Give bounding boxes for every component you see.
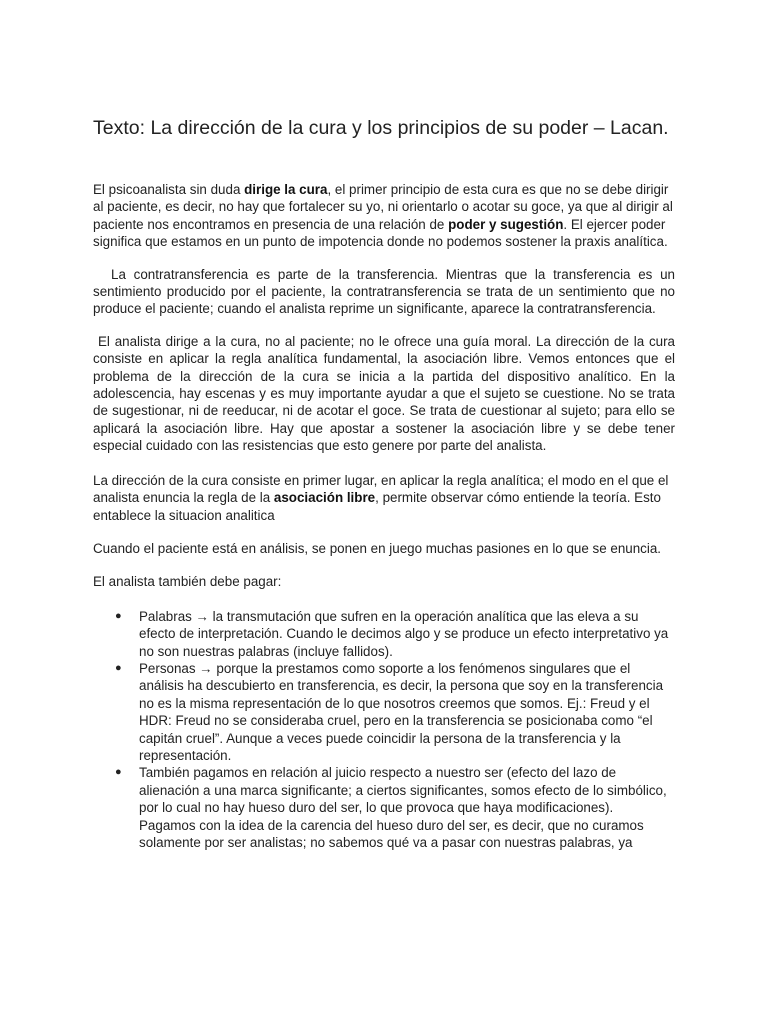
list-item-text: Personas → porque la prestamos como soporte a los fenómenos singulares que el análisis ha descubierto en transferencia, es decir, la persona que soy en la transferencia no es la misma representación de lo que nosotros creemos que somos. Ej.: Freud y el HDR: Freud no se consideraba cruel, pero en la transferencia se posicionaba como “el capitán cruel”. Aunque a veces puede coincidir la persona de la transferencia y la representación.	[139, 660, 664, 763]
list-item-text: Palabras → la transmutación que sufren en la operación analítica que las eleva a su efecto de interpretación. Cuando le decimos algo y se produce un efecto interpretativo ya no son nuestras palabras (incluye fallidos).	[139, 608, 669, 659]
bullet-icon: ●	[115, 661, 122, 674]
paragraph-1-text-c: , el primer principio de esta cura es que no se debe dirigir al paciente, es decir, no hay que fortalecer su yo, ni orientarlo o acotar su goce, ya que al dirigir al paciente nos encontramos en presencia de una relación de	[93, 182, 673, 232]
bold-asociacion-libre: asociación libre	[273, 490, 376, 506]
list-item	[93, 608, 675, 660]
paragraph-2: La contratransferencia es parte de la transferencia. Mientras que la transferencia es un sentimiento producido por el paciente, la contratransferencia se trata de un sentimiento que no produce el paciente; cuando el analista reprime un significante, aparece la contratransferencia.	[93, 266, 675, 317]
document-body	[93, 181, 675, 851]
bold-dirige-la-cura: dirige la cura	[244, 182, 328, 197]
list-item	[93, 764, 675, 851]
bullet-icon: ●	[115, 609, 122, 622]
paragraph-5: Cuando el paciente está en análisis, se ponen en juego muchas pasiones en lo que se enuncia.	[93, 540, 662, 556]
list-item	[93, 660, 675, 764]
paragraph-4-text-a: La dirección de la cura consiste en primer lugar, en aplicar la regla analítica; el modo en el que el analista enuncia la regla de la	[93, 472, 669, 506]
payment-list	[93, 608, 675, 852]
paragraph-1	[93, 181, 675, 251]
paragraph-4-text-c: , permite observar cómo entiende la teoría. Esto entablece la situacion analitica	[93, 490, 661, 523]
bullet-icon: ●	[115, 766, 122, 779]
bold-poder-y-sugestion: poder y sugestión	[448, 216, 564, 232]
paragraph-1-text-a: El psicoanalista sin duda	[93, 182, 245, 197]
document-title: Texto: La dirección de la cura y los principios de su poder – Lacan.	[93, 117, 669, 139]
list-item-text: También pagamos en relación al juicio respecto a nuestro ser (efecto del lazo de alienación a una marca significante; a ciertos significantes, somos efecto de lo simbólico, por lo cual no hay hueso duro del ser, lo que provoca que haya modificaciones).	[139, 765, 667, 816]
paragraph-6: El analista también debe pagar:	[93, 574, 282, 590]
list-item-continuation: Pagamos con la idea de la carencia del hueso duro del ser, es decir, que no curamos solamente por ser analistas; no sabemos qué va a pasar con nuestras palabras, ya	[139, 817, 644, 850]
paragraph-3: El analista dirige a la cura, no al paciente; no le ofrece una guía moral. La dirección de la cura consiste en aplicar la regla analítica fundamental, la asociación libre. Vemos entonces que el problema de la dirección de la cura se inicia a la partida del dispositivo analítico. En la adolescencia, hay escenas y es muy importante ayudar a que el sujeto se cuestione. No se trata de sugestionar, ni de reeducar, ni de acotar el goce. Se trata de cuestionar al sujeto; para ello se aplicará la asociación libre. Hay que apostar a sostener la asociación libre y se debe tener especial cuidado con las resistencias que esto genere por parte del analista.	[93, 333, 675, 454]
paragraph-4	[93, 472, 675, 524]
paragraph-1-text-d: . El ejercer poder significa que estamos en un punto de impotencia donde no podemos sostener la praxis analítica.	[93, 216, 668, 250]
